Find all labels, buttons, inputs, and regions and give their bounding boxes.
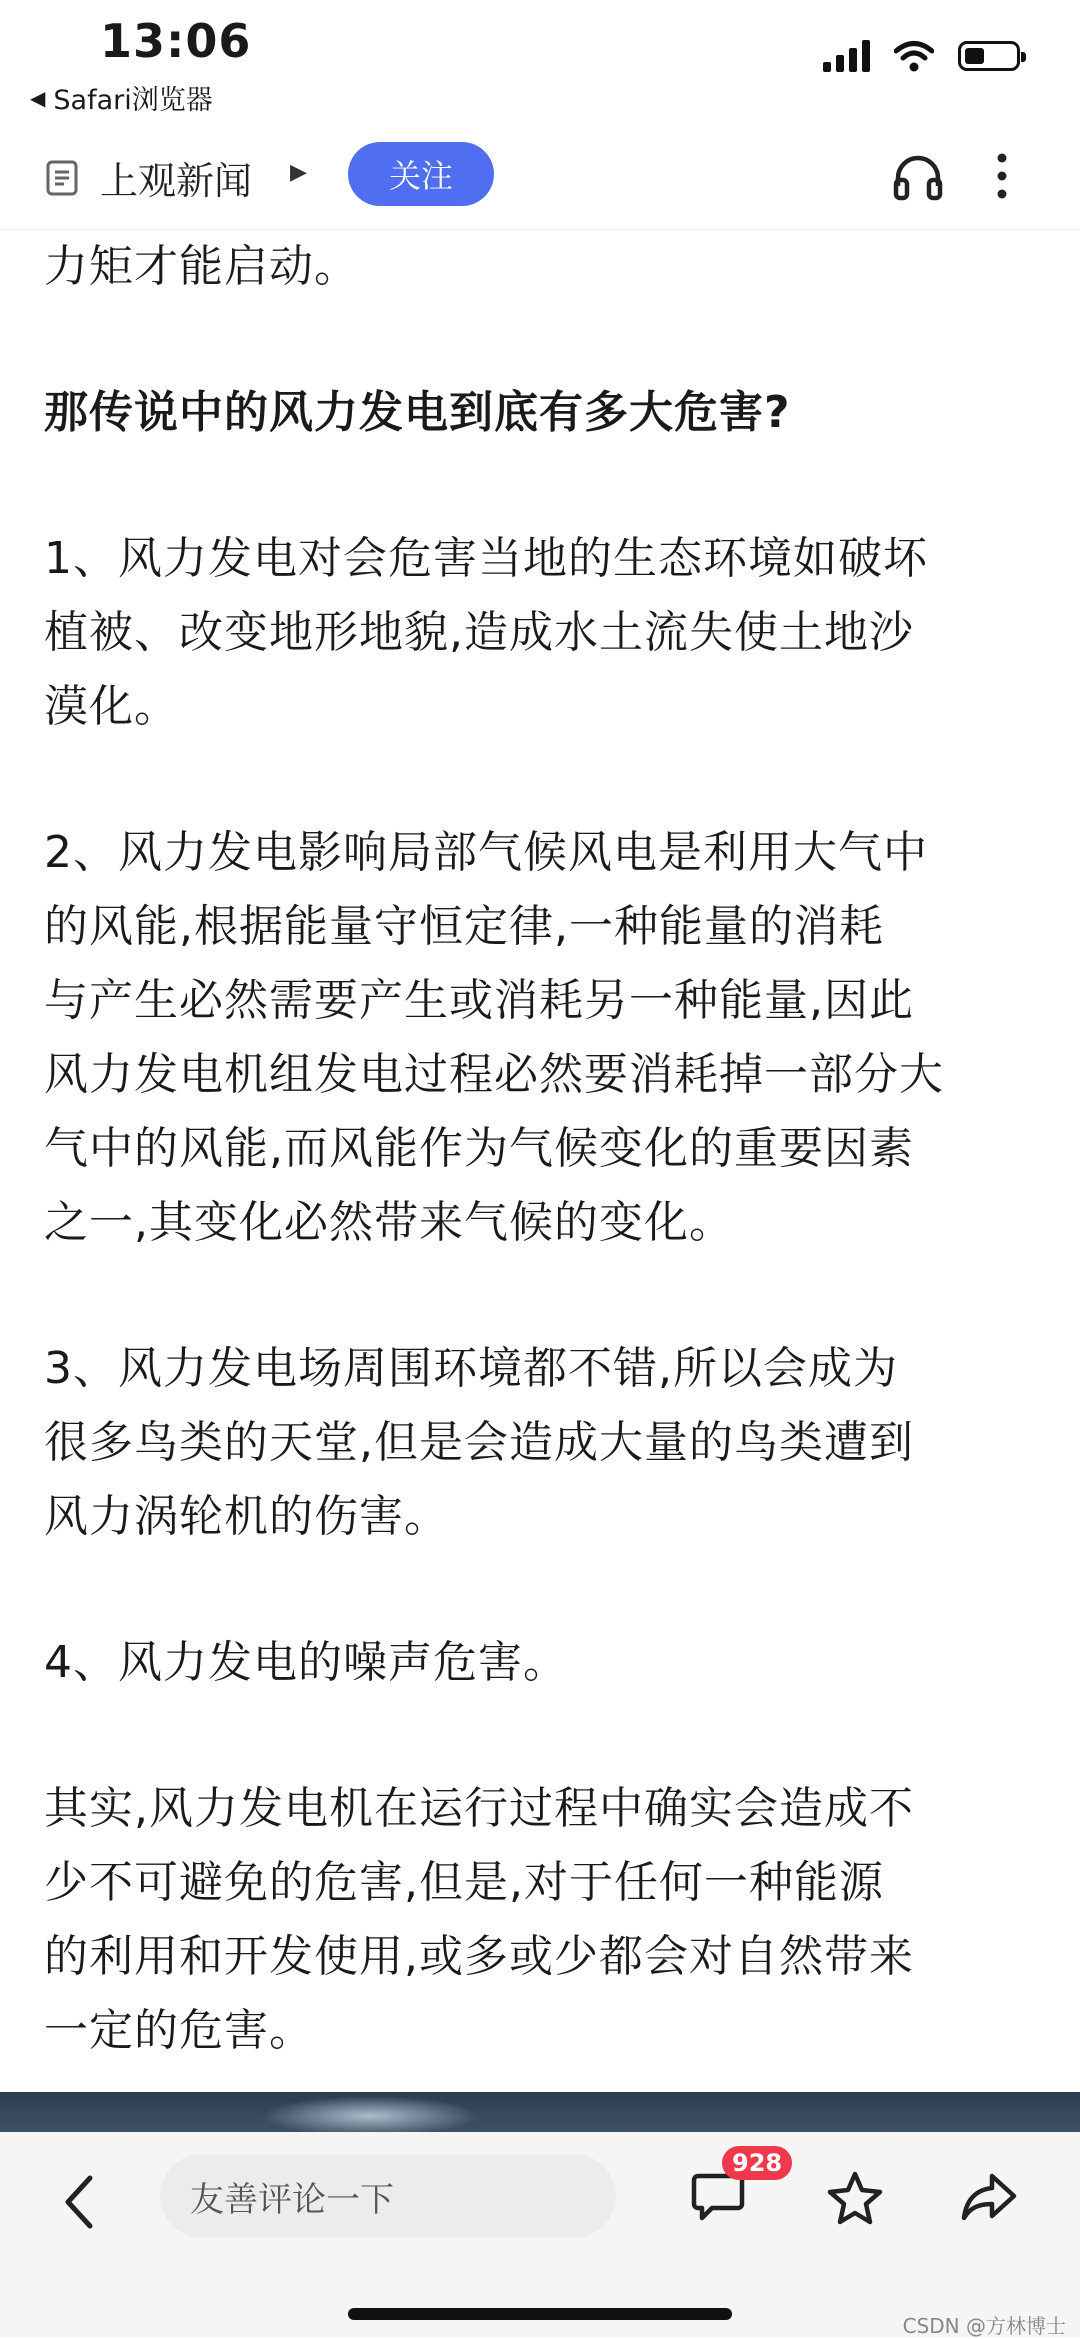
article-line: 4、风力发电的噪声危害。 — [44, 1637, 568, 1688]
article-paragraph: 力矩才能启动。 — [44, 241, 359, 292]
article-line: 的风能,根据能量守恒定律,一种能量的消耗 — [44, 901, 884, 952]
status-icons — [823, 40, 1020, 72]
comment-count-badge: 928 — [722, 2146, 792, 2180]
article-line: 一定的危害。 — [44, 2005, 314, 2056]
watermark: CSDN @方林博士 — [902, 2314, 1066, 2338]
article-line: 与产生必然需要产生或消耗另一种能量,因此 — [44, 975, 914, 1026]
article-line: 植被、改变地形地貌,造成水土流失使土地沙 — [44, 607, 914, 658]
status-time: 13:06 — [100, 14, 252, 68]
share-icon[interactable] — [960, 2172, 1018, 2222]
wifi-icon — [894, 40, 934, 72]
article-line: 漠化。 — [44, 681, 179, 732]
headphone-icon[interactable] — [890, 148, 946, 204]
back-triangle-icon: ◀ — [30, 85, 46, 110]
source-name[interactable]: 上观新闻 — [100, 159, 253, 203]
article-line: 很多鸟类的天堂,但是会造成大量的鸟类遭到 — [44, 1417, 914, 1468]
article-line: 2、风力发电影响局部气候风电是利用大气中 — [44, 827, 928, 878]
article-line: 少不可避免的危害,但是,对于任何一种能源 — [44, 1857, 884, 1908]
article-line: 风力涡轮机的伤害。 — [44, 1491, 449, 1542]
safari-back-label: Safari浏览器 — [53, 85, 213, 116]
signal-icon — [823, 40, 870, 72]
article-header — [0, 130, 1080, 230]
article-line: 其实,风力发电机在运行过程中确实会造成不 — [44, 1783, 914, 1834]
battery-icon — [958, 41, 1020, 71]
article-body — [44, 230, 1044, 2068]
play-arrow-icon: ▶ — [290, 160, 307, 185]
star-icon[interactable] — [826, 2170, 884, 2226]
article-icon — [46, 160, 78, 196]
home-indicator[interactable] — [348, 2308, 732, 2320]
more-icon[interactable] — [990, 148, 1014, 204]
comment-input[interactable]: 友善评论一下 — [160, 2154, 616, 2238]
article-line: 1、风力发电对会危害当地的生态环境如破坏 — [44, 533, 928, 584]
follow-button[interactable]: 关注 — [348, 142, 494, 206]
article-line: 气中的风能,而风能作为气候变化的重要因素 — [44, 1123, 914, 1174]
status-bar — [0, 0, 1080, 120]
article-line: 风力发电机组发电过程必然要消耗掉一部分大 — [44, 1049, 944, 1100]
article-line: 之一,其变化必然带来气候的变化。 — [44, 1197, 734, 1248]
article-subheading: 那传说中的风力发电到底有多大危害? — [44, 387, 791, 438]
article-line: 的利用和开发使用,或多或少都会对自然带来 — [44, 1931, 914, 1982]
article-image[interactable] — [0, 2092, 1080, 2132]
bottom-toolbar — [0, 2132, 1080, 2337]
article-line: 3、风力发电场周围环境都不错,所以会成为 — [44, 1343, 898, 1394]
safari-back-link[interactable] — [30, 78, 213, 117]
back-chevron-icon[interactable] — [60, 2174, 100, 2230]
